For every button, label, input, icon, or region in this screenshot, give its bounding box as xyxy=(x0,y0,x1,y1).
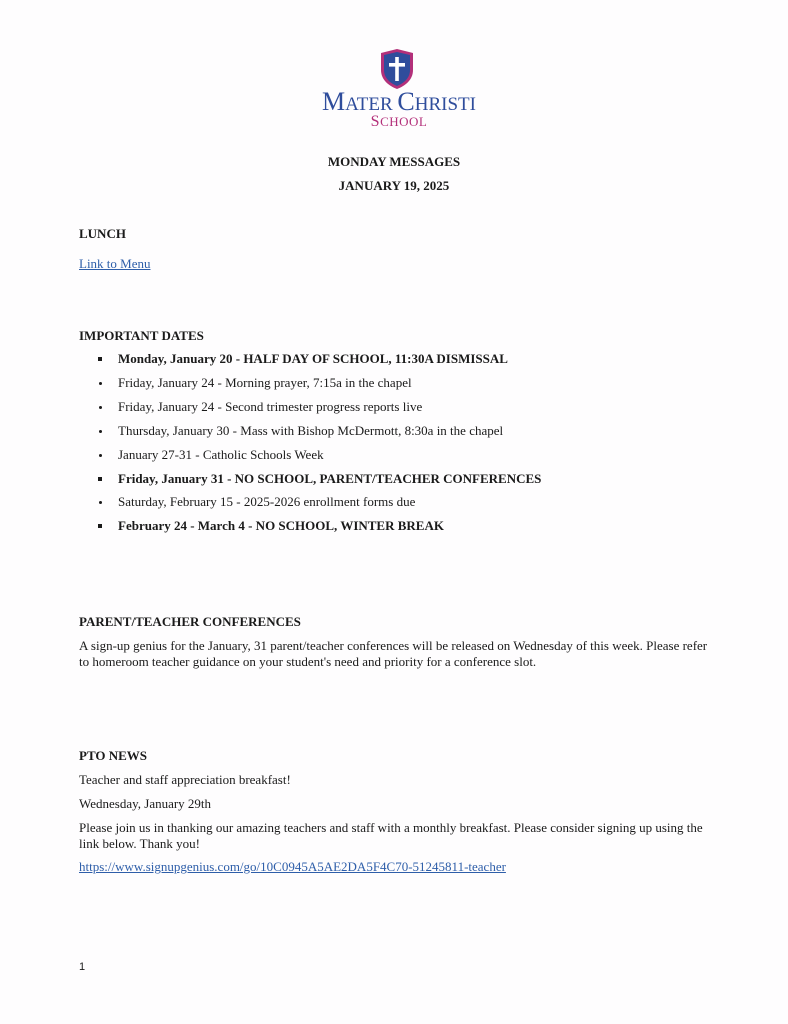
pto-heading: PTO NEWS xyxy=(79,748,148,763)
logo-subtitle: SCHOOL xyxy=(370,113,428,130)
page-date: JANUARY 19, 2025 xyxy=(338,178,450,193)
pto-line-2: Wednesday, January 29th xyxy=(79,796,212,811)
shield-cross-icon xyxy=(379,48,415,90)
signup-genius-link[interactable]: https://www.signupgenius.com/go/10C0945A5AE2DA5F4C70-51245811-teacher xyxy=(79,859,506,874)
page-title: MONDAY MESSAGES xyxy=(327,154,461,169)
pto-body: Please join us in thanking our amazing teachers and staff with a monthly breakfast. Please consider signing up using the link below. Thank you! xyxy=(79,820,703,851)
lunch-link-row xyxy=(79,256,719,272)
pto-line-1: Teacher and staff appreciation breakfast! xyxy=(79,772,291,787)
conferences-heading: PARENT/TEACHER CONFERENCES xyxy=(79,614,301,629)
important-dates-heading: IMPORTANT DATES xyxy=(79,328,204,343)
conferences-body: A sign-up genius for the January, 31 parent/teacher conferences will be released on Wednesday of this week. Please refer to homeroom teacher guidance on your student's need and priority for a conference slot. xyxy=(79,638,708,669)
lunch-heading: LUNCH xyxy=(79,226,126,241)
pto-link-row xyxy=(79,859,719,875)
page-number: 1 xyxy=(79,961,86,973)
logo-wordmark: MATER CHRISTI xyxy=(322,87,476,116)
school-logo xyxy=(318,48,480,134)
menu-link[interactable]: Link to Menu xyxy=(79,256,151,271)
